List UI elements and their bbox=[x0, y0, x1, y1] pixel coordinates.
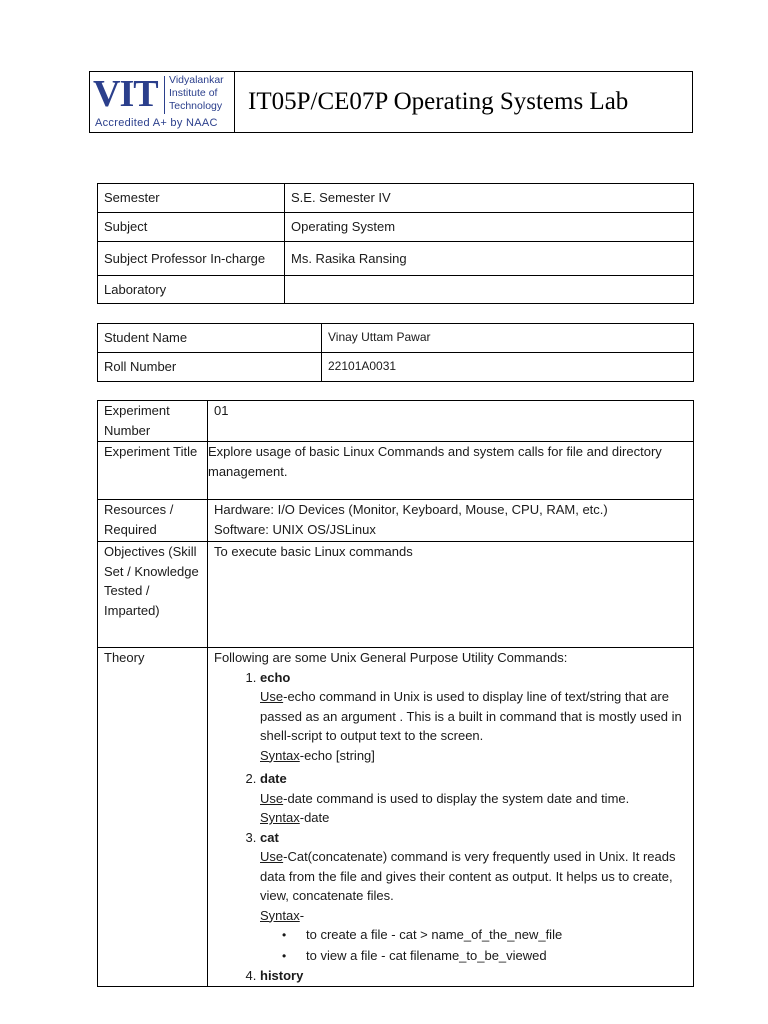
semester-label: Semester bbox=[98, 184, 285, 213]
cat-usage-list bbox=[260, 925, 687, 966]
professor-value: Ms. Rasika Ransing bbox=[285, 242, 694, 276]
cat-usage-item: • to view a file - cat filename_to_be_viewed bbox=[306, 946, 687, 967]
objectives-value: To execute basic Linux commands bbox=[208, 542, 694, 648]
experiment-table bbox=[97, 400, 694, 987]
command-name: 4. history bbox=[260, 968, 304, 983]
document-header bbox=[89, 71, 693, 133]
software-text: Software: UNIX OS/JSLinux bbox=[214, 521, 376, 537]
lab-title: IT05P/CE07P Operating Systems Lab bbox=[248, 88, 629, 115]
command-item-cat bbox=[260, 828, 687, 967]
command-use: -date command is used to display the system date and time. bbox=[283, 790, 630, 806]
theory-content bbox=[208, 648, 694, 987]
semester-value: S.E. Semester IV bbox=[285, 184, 694, 213]
command-name: 1. echo bbox=[260, 669, 291, 685]
objectives-label: Objectives (Skill Set / Knowledge Tested / Imparted) bbox=[98, 542, 208, 648]
command-use: -echo command in Unix is used to display line of text/string that are passed as an argument . This is a built in command that is mostly used in shell-script to output text to the screen. bbox=[260, 689, 682, 743]
logo-accreditation: Accredited A+ by NAAC bbox=[95, 117, 218, 129]
laboratory-value bbox=[285, 276, 694, 304]
syntax-label: Syntax bbox=[260, 810, 300, 825]
command-syntax: - bbox=[299, 907, 305, 923]
logo-institute-name: Vidyalankar Institute of Technology bbox=[169, 74, 224, 112]
command-name: 2. date bbox=[260, 771, 287, 786]
course-info-table bbox=[97, 183, 694, 304]
command-item-history bbox=[260, 966, 687, 986]
command-item-echo bbox=[260, 668, 687, 770]
resources-value bbox=[208, 500, 694, 542]
syntax-label: Syntax bbox=[260, 747, 300, 763]
logo-divider bbox=[164, 76, 165, 114]
student-table bbox=[97, 323, 694, 382]
experiment-title-value: Explore usage of basic Linux Commands and system calls for file and directory management. bbox=[208, 442, 694, 500]
experiment-title-label: Experiment Title bbox=[98, 442, 208, 500]
logo-letters: VIT bbox=[93, 73, 158, 115]
vit-logo bbox=[90, 72, 235, 132]
use-label: Use bbox=[260, 689, 284, 704]
command-syntax: -echo [string] bbox=[299, 747, 375, 763]
roll-number-value: 22101A0031 bbox=[322, 353, 694, 382]
experiment-number-label: Experiment Number bbox=[98, 401, 208, 442]
professor-label: Subject Professor In-charge bbox=[98, 242, 285, 276]
resources-label: Resources / Required bbox=[98, 500, 208, 542]
use-label: Use bbox=[260, 849, 284, 864]
subject-value: Operating System bbox=[285, 213, 694, 242]
commands-list bbox=[214, 668, 687, 986]
subject-label: Subject bbox=[98, 213, 285, 242]
command-name: 3. cat bbox=[260, 829, 279, 845]
experiment-number-value: 01 bbox=[208, 401, 694, 442]
command-item-date bbox=[260, 769, 687, 828]
laboratory-label: Laboratory bbox=[98, 276, 285, 304]
theory-label: Theory bbox=[98, 648, 208, 987]
use-label: Use bbox=[260, 790, 284, 806]
roll-number-label: Roll Number bbox=[98, 353, 322, 382]
hardware-text: Hardware: I/O Devices (Monitor, Keyboard, Mouse, CPU, RAM, etc.) bbox=[214, 502, 608, 517]
student-name-value: Vinay Uttam Pawar bbox=[322, 324, 694, 353]
student-name-label: Student Name bbox=[98, 324, 322, 353]
theory-intro: Following are some Unix General Purpose Utility Commands: bbox=[214, 650, 568, 665]
syntax-label: Syntax bbox=[260, 907, 300, 923]
command-syntax: -date bbox=[299, 810, 330, 825]
command-use: -Cat(concatenate) command is very frequently used in Unix. It reads data from the file and gives their content as output. It helps us to create, view, concatenate files. bbox=[260, 849, 676, 903]
cat-usage-item: • to create a file - cat > name_of_the_new_file bbox=[306, 925, 687, 946]
